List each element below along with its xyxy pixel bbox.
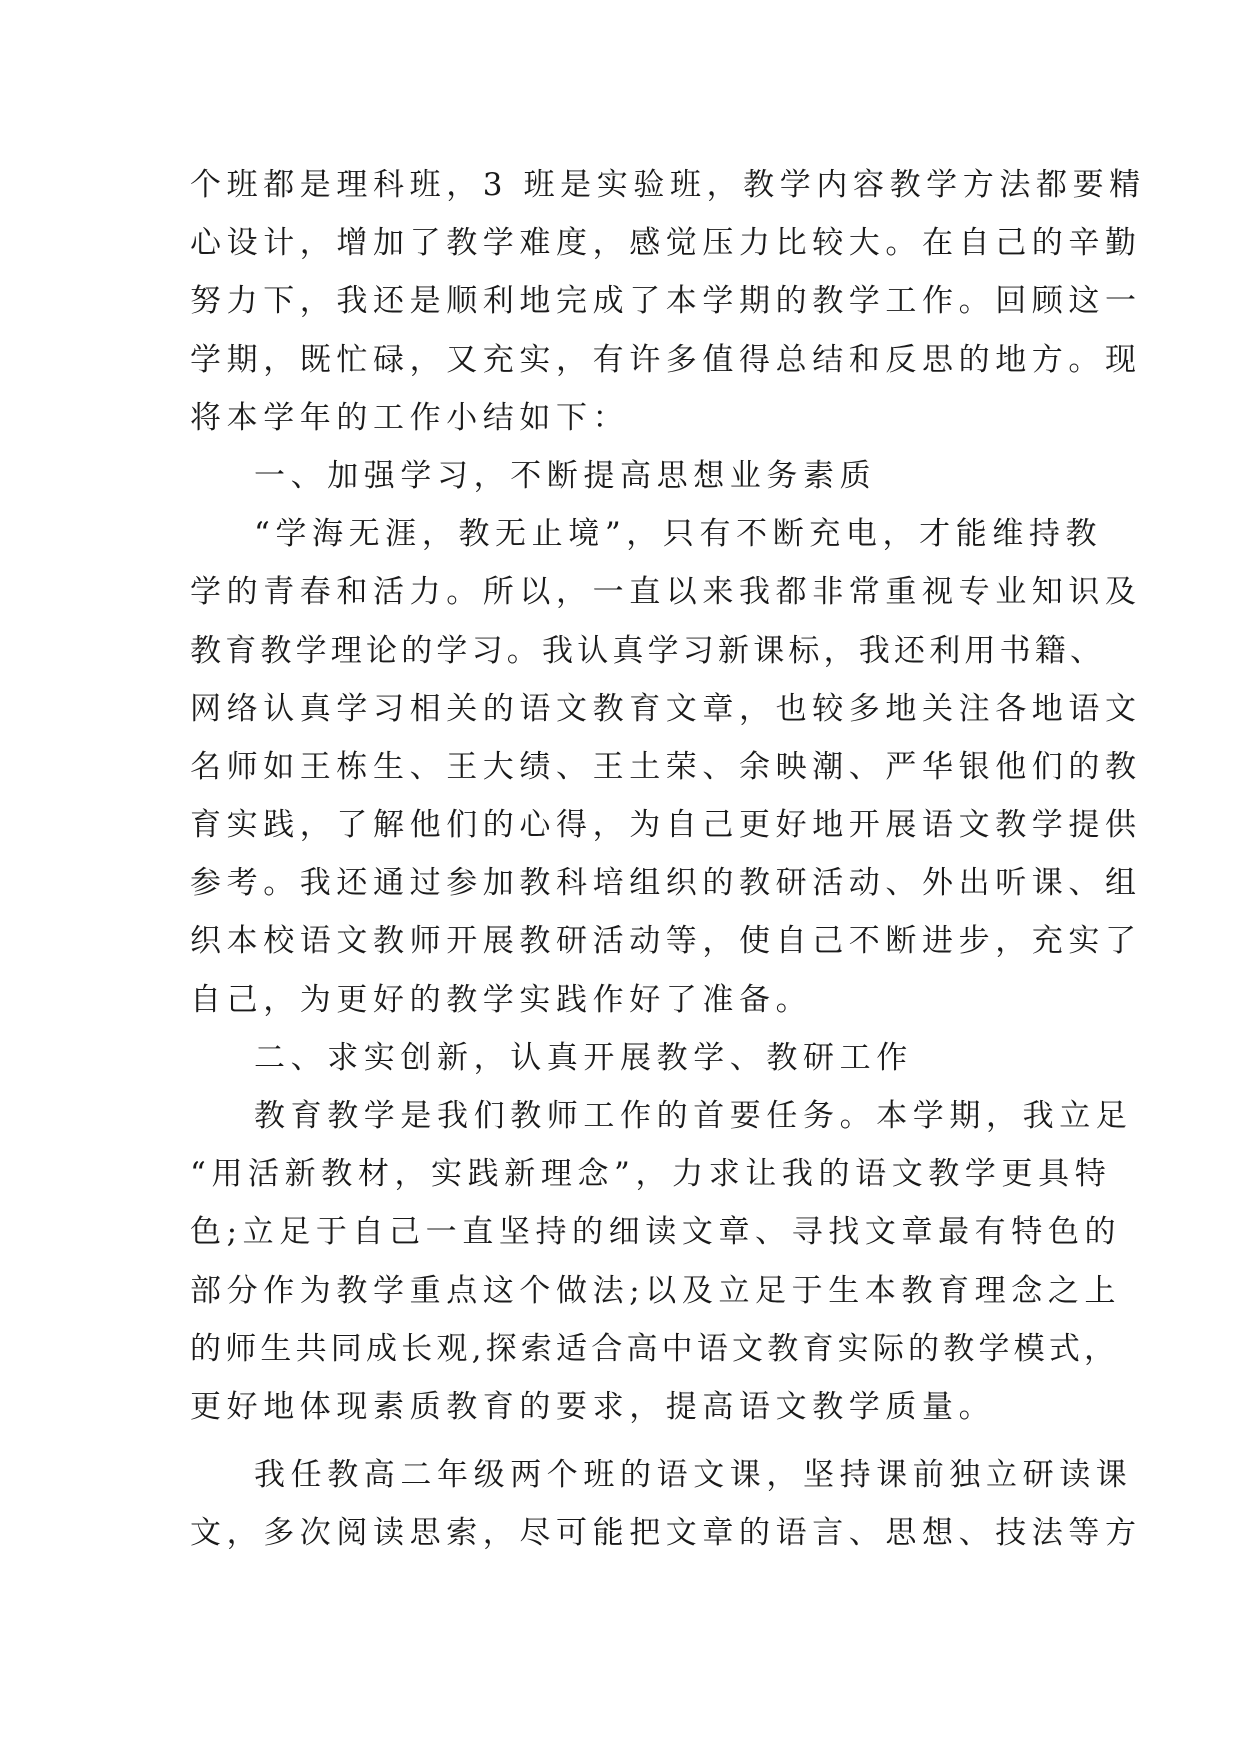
text-line: 的师生共同成长观,探索适合高中语文教育实际的教学模式， — [190, 1330, 1120, 1367]
text-line: 将本学年的工作小结如下： — [190, 399, 630, 436]
text-line: 个班都是理科班，3 班是实验班，教学内容教学方法都要精 — [190, 167, 1146, 203]
text-line: 自己，为更好的教学实践作好了准备。 — [190, 981, 813, 1018]
text-line: 参考。我还通过参加教科培组织的教研活动、外出听课、组 — [190, 865, 1142, 902]
text-line: 教育教学理论的学习。我认真学习新课标，我还利用书籍、 — [190, 632, 1106, 669]
text-line: 更好地体现素质教育的要求，提高语文教学质量。 — [190, 1388, 996, 1425]
text-line: 心设计，增加了教学难度，感觉压力比较大。在自己的辛勤 — [190, 225, 1142, 262]
body-text — [190, 156, 1146, 1563]
text-line: 学的青春和活力。所以，一直以来我都非常重视专业知识及 — [190, 574, 1142, 611]
text-line: 育实践，了解他们的心得，为自己更好地开展语文教学提供 — [190, 807, 1142, 844]
text-line: 色;立足于自己一直坚持的细读文章、寻找文章最有特色的 — [190, 1214, 1122, 1251]
text-line: 我任教高二年级两个班的语文课，坚持课前独立研读课 — [254, 1457, 1133, 1494]
section-heading-1: 一、加强学习，不断提高思想业务素质 — [254, 457, 877, 494]
text-line: 名师如王栋生、王大绩、王土荣、余映潮、严华银他们的教 — [190, 748, 1142, 785]
section-heading-2: 二、求实创新，认真开展教学、教研工作 — [254, 1039, 913, 1076]
text-line: “学海无涯，教无止境”，只有不断充电，才能维持教 — [254, 516, 1103, 553]
text-line: 努力下，我还是顺利地完成了本学期的教学工作。回顾这一 — [190, 283, 1142, 320]
text-line: 网络认真学习相关的语文教育文章，也较多地关注各地语文 — [190, 690, 1142, 727]
text-line: 教育教学是我们教师工作的首要任务。本学期，我立足 — [254, 1098, 1133, 1134]
text-line: 织本校语文教师开展教研活动等，使自己不断进步，充实了 — [190, 923, 1142, 960]
text-line: “用活新教材，实践新理念”，力求让我的语文教学更具特 — [190, 1156, 1112, 1193]
text-line: 学期，既忙碌，又充实，有许多值得总结和反思的地方。现 — [190, 341, 1142, 378]
text-line: 文，多次阅读思索，尽可能把文章的语言、思想、技法等方 — [190, 1515, 1142, 1552]
text-line: 部分作为教学重点这个做法;以及立足于生本教育理念之上 — [190, 1272, 1122, 1309]
